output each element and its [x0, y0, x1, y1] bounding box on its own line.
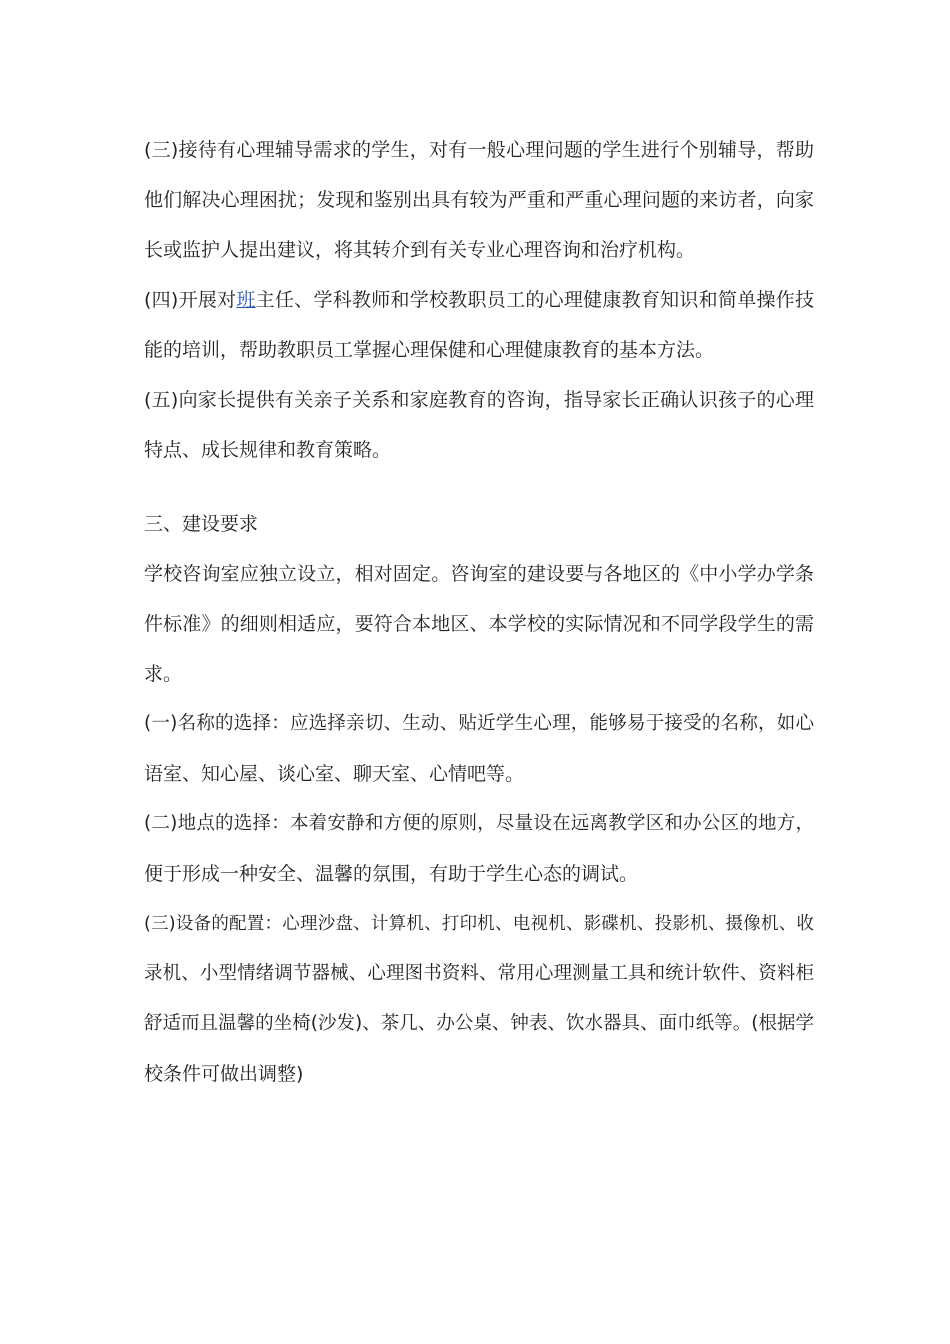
paragraph-4-text-after: 主任、学科教师和学校教职员工的心理健康教育知识和简单操作技 [255, 289, 814, 311]
intro-line-2: 件标准》的细则相适应，要符合本地区、本学校的实际情况和不同学段学生的需 [144, 613, 814, 635]
item-1-line-1: (一)名称的选择：应选择亲切、生动、贴近学生心理，能够易于接受的名称，如心 [144, 713, 814, 734]
intro-line-1: 学校咨询室应独立设立，相对固定。咨询室的建设要与各地区的《中小学办学条 [144, 563, 814, 585]
inline-link[interactable]: 班 [236, 289, 256, 311]
paragraph-3-line-3: 长或监护人提出建议，将其转介到有关专业心理咨询和治疗机构。 [144, 239, 696, 261]
paragraph-5-line-1: (五)向家长提供有关亲子关系和家庭教育的咨询，指导家长正确认识孩子的心理 [144, 389, 814, 411]
intro-line-3: 求。 [144, 663, 183, 685]
paragraph-4-text-before: (四)开展对 [144, 289, 237, 311]
paragraph-4-line-2: 能的培训，帮助教职员工掌握心理保健和心理健康教育的基本方法。 [144, 339, 715, 361]
item-3-line-2: 录机、小型情绪调节器械、心理图书资料、常用心理测量工具和统计软件、资料柜 [144, 963, 814, 984]
item-3-line-4: 校条件可做出调整) [144, 1063, 304, 1085]
paragraph-5-line-2: 特点、成长规律和教育策略。 [144, 439, 392, 461]
paragraph-4-line-1 [144, 288, 814, 312]
item-1-line-2: 语室、知心屋、谈心室、聊天室、心情吧等。 [144, 763, 525, 785]
item-2-line-2: 便于形成一种安全、温馨的氛围，有助于学生心态的调试。 [144, 863, 639, 885]
item-3-line-3: 舒适而且温馨的坐椅(沙发)、茶几、办公桌、钟表、饮水器具、面巾纸等。(根据学 [144, 1013, 814, 1034]
section-heading: 三、建设要求 [144, 513, 259, 535]
paragraph-3-line-2: 他们解决心理困扰；发现和鉴别出具有较为严重和严重心理问题的来访者，向家 [144, 189, 814, 211]
item-3-line-1: (三)设备的配置：心理沙盘、计算机、打印机、电视机、影碟机、投影机、摄像机、收 [144, 914, 814, 934]
item-2-line-1: (二)地点的选择：本着安静和方便的原则，尽量设在远离教学区和办公区的地方， [144, 813, 814, 834]
paragraph-3-line-1: (三)接待有心理辅导需求的学生，对有一般心理问题的学生进行个别辅导，帮助 [144, 139, 814, 161]
